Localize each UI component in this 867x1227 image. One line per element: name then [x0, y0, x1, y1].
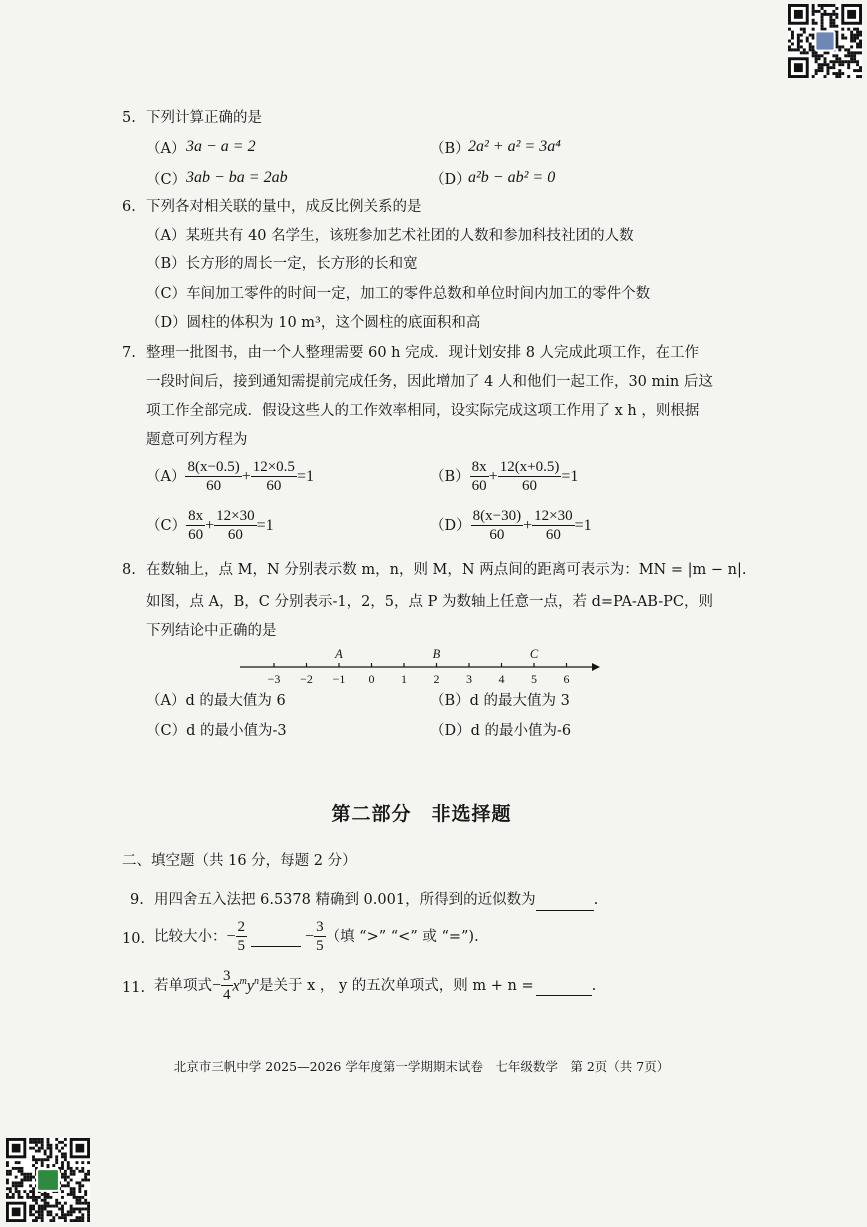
q7-option-a-label: （A）	[146, 468, 186, 485]
fraction	[532, 507, 574, 544]
denominator: 60	[522, 478, 538, 494]
q10-suffix: （填 “>” “<” 或 “=”).	[325, 928, 479, 945]
minus-sign: −	[226, 927, 236, 945]
q11-line	[154, 967, 596, 1004]
q6-stem: 下列各对相关联的量中，成反比例关系的是	[146, 199, 422, 215]
denominator: 60	[188, 527, 204, 543]
numerator: 8x	[471, 459, 487, 475]
q8-line-2: 如图，点 A，B，C 分别表示-1，2，5，点 P 为数轴上任意一点，若 d=PA-AB-PC，则	[146, 594, 713, 610]
q8-line-3: 下列结论中正确的是	[146, 623, 277, 639]
number-line-figure	[236, 645, 606, 685]
q11-number: 11.	[122, 980, 146, 996]
fraction	[236, 918, 248, 955]
qr-code-bottom-left	[6, 1138, 90, 1222]
q9-number: 9.	[130, 892, 144, 908]
q6-option-c: （C）车间加工零件的时间一定，加工的零件总数和单位时间内加工的零件个数	[146, 286, 651, 302]
numerator: 12×30	[216, 508, 255, 524]
q7-option-b-label: （B）	[430, 468, 470, 485]
equals-one: =1	[296, 467, 314, 485]
q10-line	[154, 918, 479, 955]
axis-tick-label: 6	[563, 672, 570, 685]
fraction	[186, 507, 205, 544]
part-two-title: 第二部分 非选择题	[331, 803, 512, 825]
equals-one: =1	[256, 516, 274, 534]
q5-option-a-label: （A）	[146, 141, 186, 157]
q6-option-a: （A）某班共有 40 名学生，该班参加艺术社团的人数和参加科技社团的人数	[146, 228, 634, 244]
point-label-a: A	[335, 647, 343, 661]
fraction	[314, 918, 326, 955]
q6-option-b: （B）长方形的周长一定，长方形的长和宽	[146, 256, 418, 272]
q10-number: 10.	[122, 931, 146, 947]
denominator: 60	[206, 478, 222, 494]
axis-tick-label: 1	[401, 672, 407, 685]
point-label-b: B	[432, 647, 441, 661]
q8-option-d: （D）d 的最小值为-6	[430, 723, 572, 739]
equals-one: =1	[574, 516, 592, 534]
fraction	[470, 458, 489, 495]
q11-suffix: 是关于 x ， y 的五次单项式，则 m + n =	[258, 977, 534, 994]
equals-one: =1	[561, 467, 579, 485]
answer-blank	[536, 890, 594, 911]
denominator: 60	[489, 527, 505, 543]
numerator: 2	[237, 919, 246, 935]
q7-number: 7.	[122, 345, 136, 361]
q8-option-a: （A）d 的最大值为 6	[146, 693, 286, 709]
answer-blank	[251, 927, 301, 947]
answer-blank	[536, 976, 592, 996]
axis-tick-label: 2	[433, 672, 440, 685]
numerator: 8x	[188, 508, 204, 524]
q5-stem: 下列计算正确的是	[146, 110, 262, 126]
q8-option-b: （B）d 的最大值为 3	[430, 693, 570, 709]
numerator: 12×0.5	[252, 459, 295, 475]
q7-option-c-label: （C）	[146, 517, 187, 534]
denominator: 5	[237, 938, 246, 954]
section-two-heading: 二、填空题（共 16 分，每题 2 分）	[122, 853, 357, 869]
numerator: 12×30	[534, 508, 573, 524]
q7-line-4: 题意可列方程为	[146, 432, 248, 448]
numerator: 12(x+0.5)	[499, 459, 560, 475]
fraction	[214, 507, 256, 544]
axis-tick-label: 3	[466, 672, 472, 685]
operator: +	[488, 467, 498, 485]
axis-arrow-icon	[592, 663, 600, 671]
q11-end: .	[591, 977, 597, 994]
q5-option-c-expr: 3ab − ba = 2ab	[186, 169, 288, 186]
numerator: 3	[316, 919, 324, 935]
fraction	[251, 458, 297, 495]
q5-option-d-label: （D）	[430, 172, 471, 188]
fraction	[185, 458, 241, 495]
q8-option-c: （C）d 的最小值为-3	[146, 723, 287, 739]
q8-number: 8.	[122, 562, 136, 578]
q7-option-a	[146, 458, 314, 495]
denominator: 5	[316, 938, 324, 954]
operator: +	[205, 516, 215, 534]
q6-option-d: （D）圆柱的体积为 10 m³，这个圆柱的底面积和高	[146, 315, 481, 331]
denominator: 60	[545, 527, 561, 543]
axis-tick-label: 0	[368, 672, 375, 685]
fraction	[471, 507, 523, 544]
q7-line-3: 项工作全部完成．假设这些人的工作效率相同，设实际完成这项工作用了 x h ，则根据	[146, 403, 700, 419]
q7-option-d-label: （D）	[430, 517, 471, 534]
q8-line-1: 在数轴上，点 M，N 分别表示数 m，n，则 M，N 两点间的距离可表示为：MN = |m − n|.	[146, 562, 747, 578]
fraction	[221, 967, 233, 1004]
operator: +	[523, 516, 533, 534]
operator: +	[241, 467, 251, 485]
q5-option-c-label: （C）	[146, 172, 187, 188]
axis-tick-label: −2	[300, 672, 313, 685]
denominator: 60	[266, 478, 282, 494]
q10-prefix: 比较大小：	[154, 928, 227, 945]
q7-line-1: 整理一批图书，由一个人整理需要 60 h 完成．现计划安排 8 人完成此项工作，在工作	[146, 345, 700, 361]
q9-line	[154, 890, 598, 911]
q5-option-d-expr: a²b − ab² = 0	[468, 169, 556, 186]
q7-line-2: 一段时间后，接到通知需提前完成任务，因此增加了 4 人和他们一起工作，30 min 后这	[146, 374, 713, 390]
minus-sign: −	[212, 976, 222, 994]
q9-text: 用四舍五入法把 6.5378 精确到 0.001，所得到的近似数为	[154, 892, 536, 908]
axis-tick-label: −3	[267, 672, 281, 685]
numerator: 8(x−30)	[472, 508, 522, 524]
denominator: 60	[227, 527, 243, 543]
q7-option-c	[146, 507, 274, 544]
q5-option-a-expr: 3a − a = 2	[186, 138, 256, 155]
fraction	[498, 458, 562, 495]
monomial-variables: $x^my^n$	[232, 975, 259, 995]
q11-prefix: 若单项式	[154, 977, 212, 994]
page-footer: 北京市三帆中学 2025—2026 学年度第一学期期末试卷 七年级数学 第 2页（共 7页）	[173, 1059, 670, 1074]
q5-number: 5.	[122, 110, 136, 126]
denominator: 60	[471, 478, 487, 494]
axis-tick-label: 4	[498, 672, 505, 685]
q7-option-b	[430, 458, 578, 495]
minus-sign: −	[305, 927, 315, 945]
q7-option-d	[430, 507, 592, 544]
axis-tick-label: −1	[332, 672, 346, 685]
qr-code-top-right	[788, 4, 862, 78]
numerator: 8(x−0.5)	[187, 459, 240, 475]
point-label-c: C	[529, 647, 539, 661]
q5-option-b-expr: 2a² + a² = 3a⁴	[468, 138, 561, 155]
q9-end: .	[593, 892, 599, 908]
q6-number: 6.	[122, 199, 136, 215]
q5-option-b-label: （B）	[430, 141, 470, 157]
numerator: 3	[223, 968, 231, 984]
axis-tick-label: 5	[531, 672, 537, 685]
denominator: 4	[223, 987, 231, 1003]
